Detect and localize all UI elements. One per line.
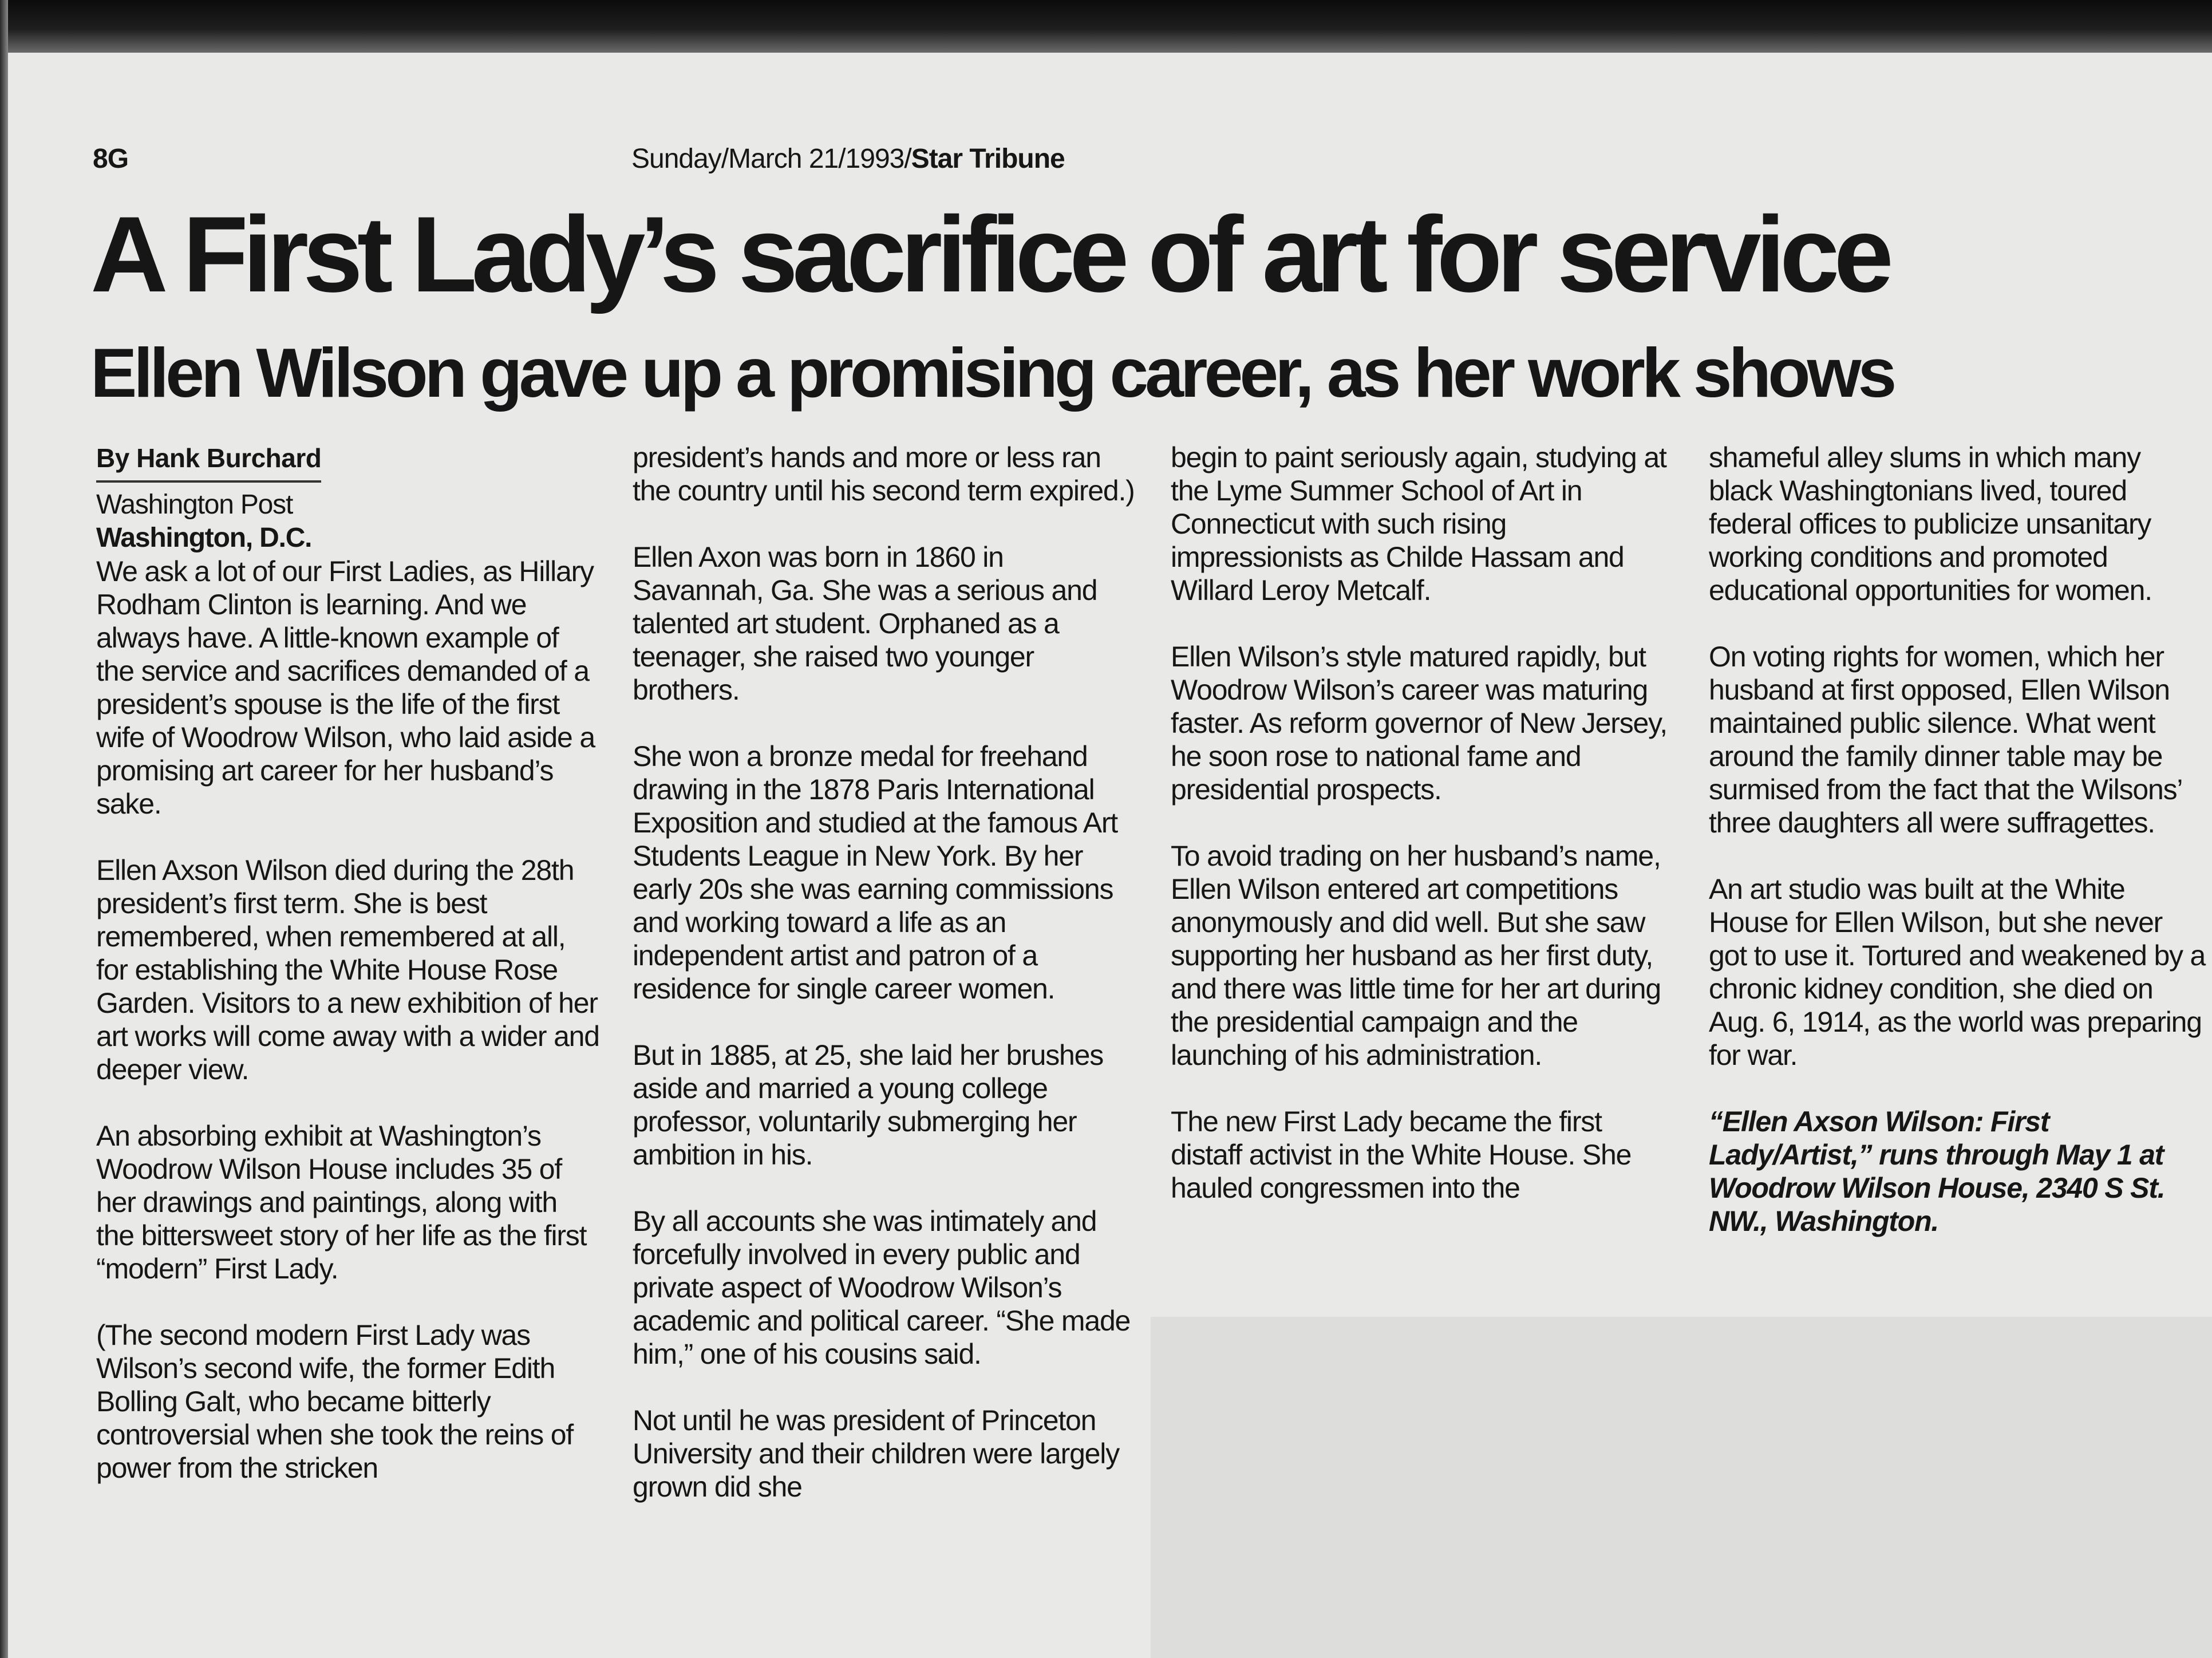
- article-column-3: [1171, 441, 1674, 1205]
- paragraph: An absorbing exhibit at Washington’s Woodrow Wilson House includes 35 of her drawings and paintings, along with the bittersweet story of her life as the first “modern” First Lady.: [96, 1120, 587, 1285]
- paper-name: Star Tribune: [911, 144, 1065, 174]
- paragraph: We ask a lot of our First Ladies, as Hillary Rodham Clinton is learning. And we always have. A little-known example of the service and sacrifices demanded of a president’s spouse is the life of the first wife of Woodrow Wilson, who laid aside a promising art career for her husband’s sake.: [96, 555, 595, 820]
- paragraph: The new First Lady became the first distaff activist in the White House. She hauled congressmen into the: [1171, 1106, 1632, 1204]
- paragraph: shameful alley slums in which many black Washingtonians lived, toured federal offices to publicize unsanitary working conditions and promoted educational opportunities for women.: [1709, 441, 2152, 606]
- issue-date: Sunday/March 21/1993/: [631, 144, 911, 174]
- dateline: [631, 143, 1065, 175]
- article-column-2: [633, 441, 1136, 1503]
- paragraph: An art studio was built at the White House for Ellen Wilson, but she never got to use it. Tortured and weakened by a chronic kidney condition, she died on Aug. 6, 1914, as the world was preparing for war.: [1709, 873, 2206, 1071]
- scan-left-edge: [0, 0, 8, 1658]
- paragraph: But in 1885, at 25, she laid her brushes aside and married a young college professor, voluntarily submerging her ambition in his.: [633, 1039, 1104, 1171]
- paragraph: Ellen Axson Wilson died during the 28th president’s first term. She is best remembered, when remembered at all, for establishing the White House Rose Garden. Visitors to a new exhibition of her art works will come away with a wider and deeper view.: [96, 854, 599, 1085]
- paragraph: She won a bronze medal for freehand drawing in the 1878 Paris International Exposition and studied at the famous Art Students League in New York. By her early 20s she was earning commissions and working toward a life as an independent artist and patron of a residence for single career women.: [633, 740, 1117, 1005]
- paragraph: (The second modern First Lady was Wilson’s second wife, the former Edith Bolling Galt, who became bitterly controversial when she took the reins of power from the stricken: [96, 1319, 574, 1484]
- paragraph: On voting rights for women, which her husband at first opposed, Ellen Wilson maintained public silence. What went around the family dinner table may be surmised from the fact that the Wilsons’ three daughters all were suffragettes.: [1709, 641, 2182, 839]
- location-dateline: Washington, D.C.: [96, 523, 312, 553]
- article-column-1: [96, 441, 600, 1485]
- exhibit-info: “Ellen Axson Wilson: First Lady/Artist,” runs through May 1 at Woodrow Wilson House, 2340 S St. NW., Washington.: [1709, 1106, 2165, 1237]
- wire-credit: Washington Post: [96, 489, 293, 520]
- paragraph: begin to paint seriously again, studying at the Lyme Summer School of Art in Connecticut with such rising impressionists as Childe Hassam and Willard Leroy Metcalf.: [1171, 441, 1666, 606]
- article-column-4: [1709, 441, 2207, 1238]
- headline: A First Lady’s sacrifice of art for service: [90, 194, 1888, 314]
- blank-area: [1151, 1317, 2212, 1658]
- paragraph: Ellen Wilson’s style matured rapidly, but Woodrow Wilson’s career was maturing faster. As reform governor of New Jersey, he soon rose to national fame and presidential prospects.: [1171, 641, 1667, 806]
- subheadline: Ellen Wilson gave up a promising career, as her work shows: [90, 334, 1894, 412]
- paragraph: Not until he was president of Princeton University and their children were largely grown did she: [633, 1404, 1119, 1503]
- paragraph: By all accounts she was intimately and forcefully involved in every public and private aspect of Woodrow Wilson’s academic and political career. “She made him,” one of his cousins said.: [633, 1205, 1131, 1370]
- paragraph: president’s hands and more or less ran the country until his second term expired.): [633, 441, 1135, 507]
- byline: By Hank Burchard: [96, 441, 321, 483]
- page-number: 8G: [93, 144, 129, 174]
- paragraph: To avoid trading on her husband’s name, Ellen Wilson entered art competitions anonymously and did well. But she saw supporting her husband as her first duty, and there was little time for her art during the presidential campaign and the launching of his administration.: [1171, 840, 1661, 1071]
- paragraph: Ellen Axon was born in 1860 in Savannah, Ga. She was a serious and talented art student. Orphaned as a teenager, she raised two younger brothers.: [633, 541, 1097, 706]
- scan-top-edge: [0, 0, 2212, 53]
